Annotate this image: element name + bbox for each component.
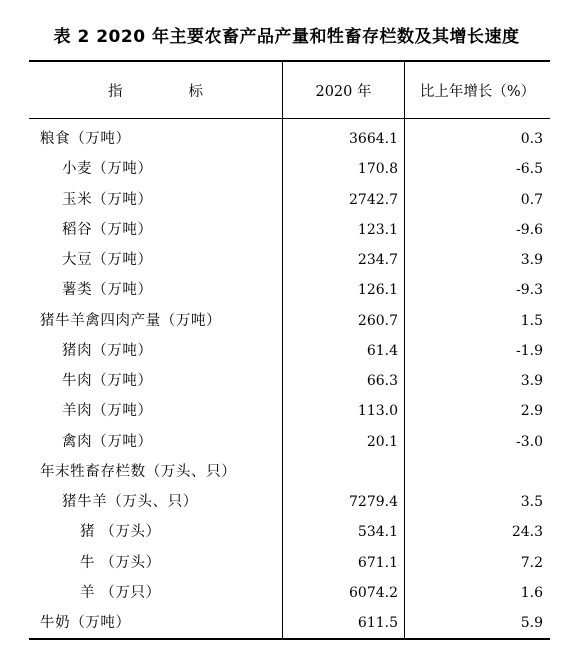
row-label: 猪肉（万吨） [62,342,153,359]
row-label: 薯类（万吨） [62,282,153,299]
row-value: 61.4 [366,342,398,359]
row-value: 611.5 [357,615,398,631]
table-row [0,427,573,457]
table-row [0,185,573,215]
table-row [0,487,573,517]
row-label: 牛肉（万吨） [62,373,153,389]
row-value: 2742.7 [349,191,398,208]
row-value: 3664.1 [349,131,398,147]
table-row [0,517,573,547]
row-growth: 7.2 [520,554,543,571]
table-row [0,457,573,487]
table-row [0,578,573,608]
table-row [0,548,573,578]
row-label: 猪牛羊禽四肉产量（万吨） [40,312,222,329]
table-row [0,336,573,366]
table-body [0,124,573,638]
row-value: 6074.2 [349,584,398,601]
table-row [0,396,573,426]
row-growth: 0.7 [520,191,543,208]
row-label: 玉米（万吨） [62,191,153,208]
row-value: 126.1 [357,282,398,299]
table-bottom-rule [29,638,550,640]
row-value: 170.8 [357,161,398,178]
header-growth [405,62,550,118]
row-label: 大豆（万吨） [62,252,153,268]
row-label: 猪牛羊（万头、只） [62,494,198,510]
row-growth: -9.6 [516,221,543,238]
table-row [0,154,573,184]
row-value: 260.7 [357,312,398,329]
row-growth: 3.5 [520,494,543,510]
row-label: 粮食（万吨） [40,131,131,147]
row-value: 113.0 [357,403,398,420]
row-value: 20.1 [366,433,398,450]
table-row [0,215,573,245]
row-growth: 3.9 [520,373,543,389]
header-indicator [29,62,282,118]
row-label: 稻谷（万吨） [62,221,153,238]
table-row [0,306,573,336]
row-label: 年末牲畜存栏数（万头、只） [40,463,237,480]
row-label: 小麦（万吨） [62,161,153,178]
row-label: 牛奶（万吨） [40,615,131,631]
row-label: 羊 （万只） [80,584,161,601]
row-growth: 0.3 [520,131,543,147]
row-label: 牛 （万头） [80,554,161,571]
table-row [0,366,573,396]
row-growth: 1.5 [520,312,543,329]
row-growth: 2.9 [520,403,543,420]
table-title: 表 2 2020 年主要农畜产品产量和牲畜存栏数及其增长速度 [53,27,520,47]
table-row [0,124,573,154]
row-growth: -9.3 [516,282,543,299]
row-growth: 1.6 [520,584,543,601]
row-value: 534.1 [357,524,398,541]
row-growth: 24.3 [511,524,543,541]
header-indicator-char2: 标 [188,83,203,100]
row-value: 123.1 [357,221,398,238]
row-label: 禽肉（万吨） [62,433,153,450]
header-indicator-char1: 指 [108,83,123,100]
row-value: 66.3 [366,373,398,389]
header-year [283,62,404,118]
row-growth: 5.9 [520,615,543,631]
header-bottom-rule [29,118,550,119]
table-row [0,608,573,638]
row-growth: 3.9 [520,252,543,268]
row-value: 671.1 [357,554,398,571]
row-growth: -1.9 [516,342,543,359]
header-year-label: 2020 年 [315,83,372,100]
row-value: 234.7 [357,252,398,268]
row-growth: -6.5 [516,161,543,178]
table-row [0,275,573,305]
table-row [0,245,573,275]
header-growth-label: 比上年增长（%） [419,83,536,100]
row-label: 猪 （万头） [80,524,161,541]
row-value: 7279.4 [349,494,398,510]
row-growth: -3.0 [516,433,543,450]
row-label: 羊肉（万吨） [62,403,153,420]
